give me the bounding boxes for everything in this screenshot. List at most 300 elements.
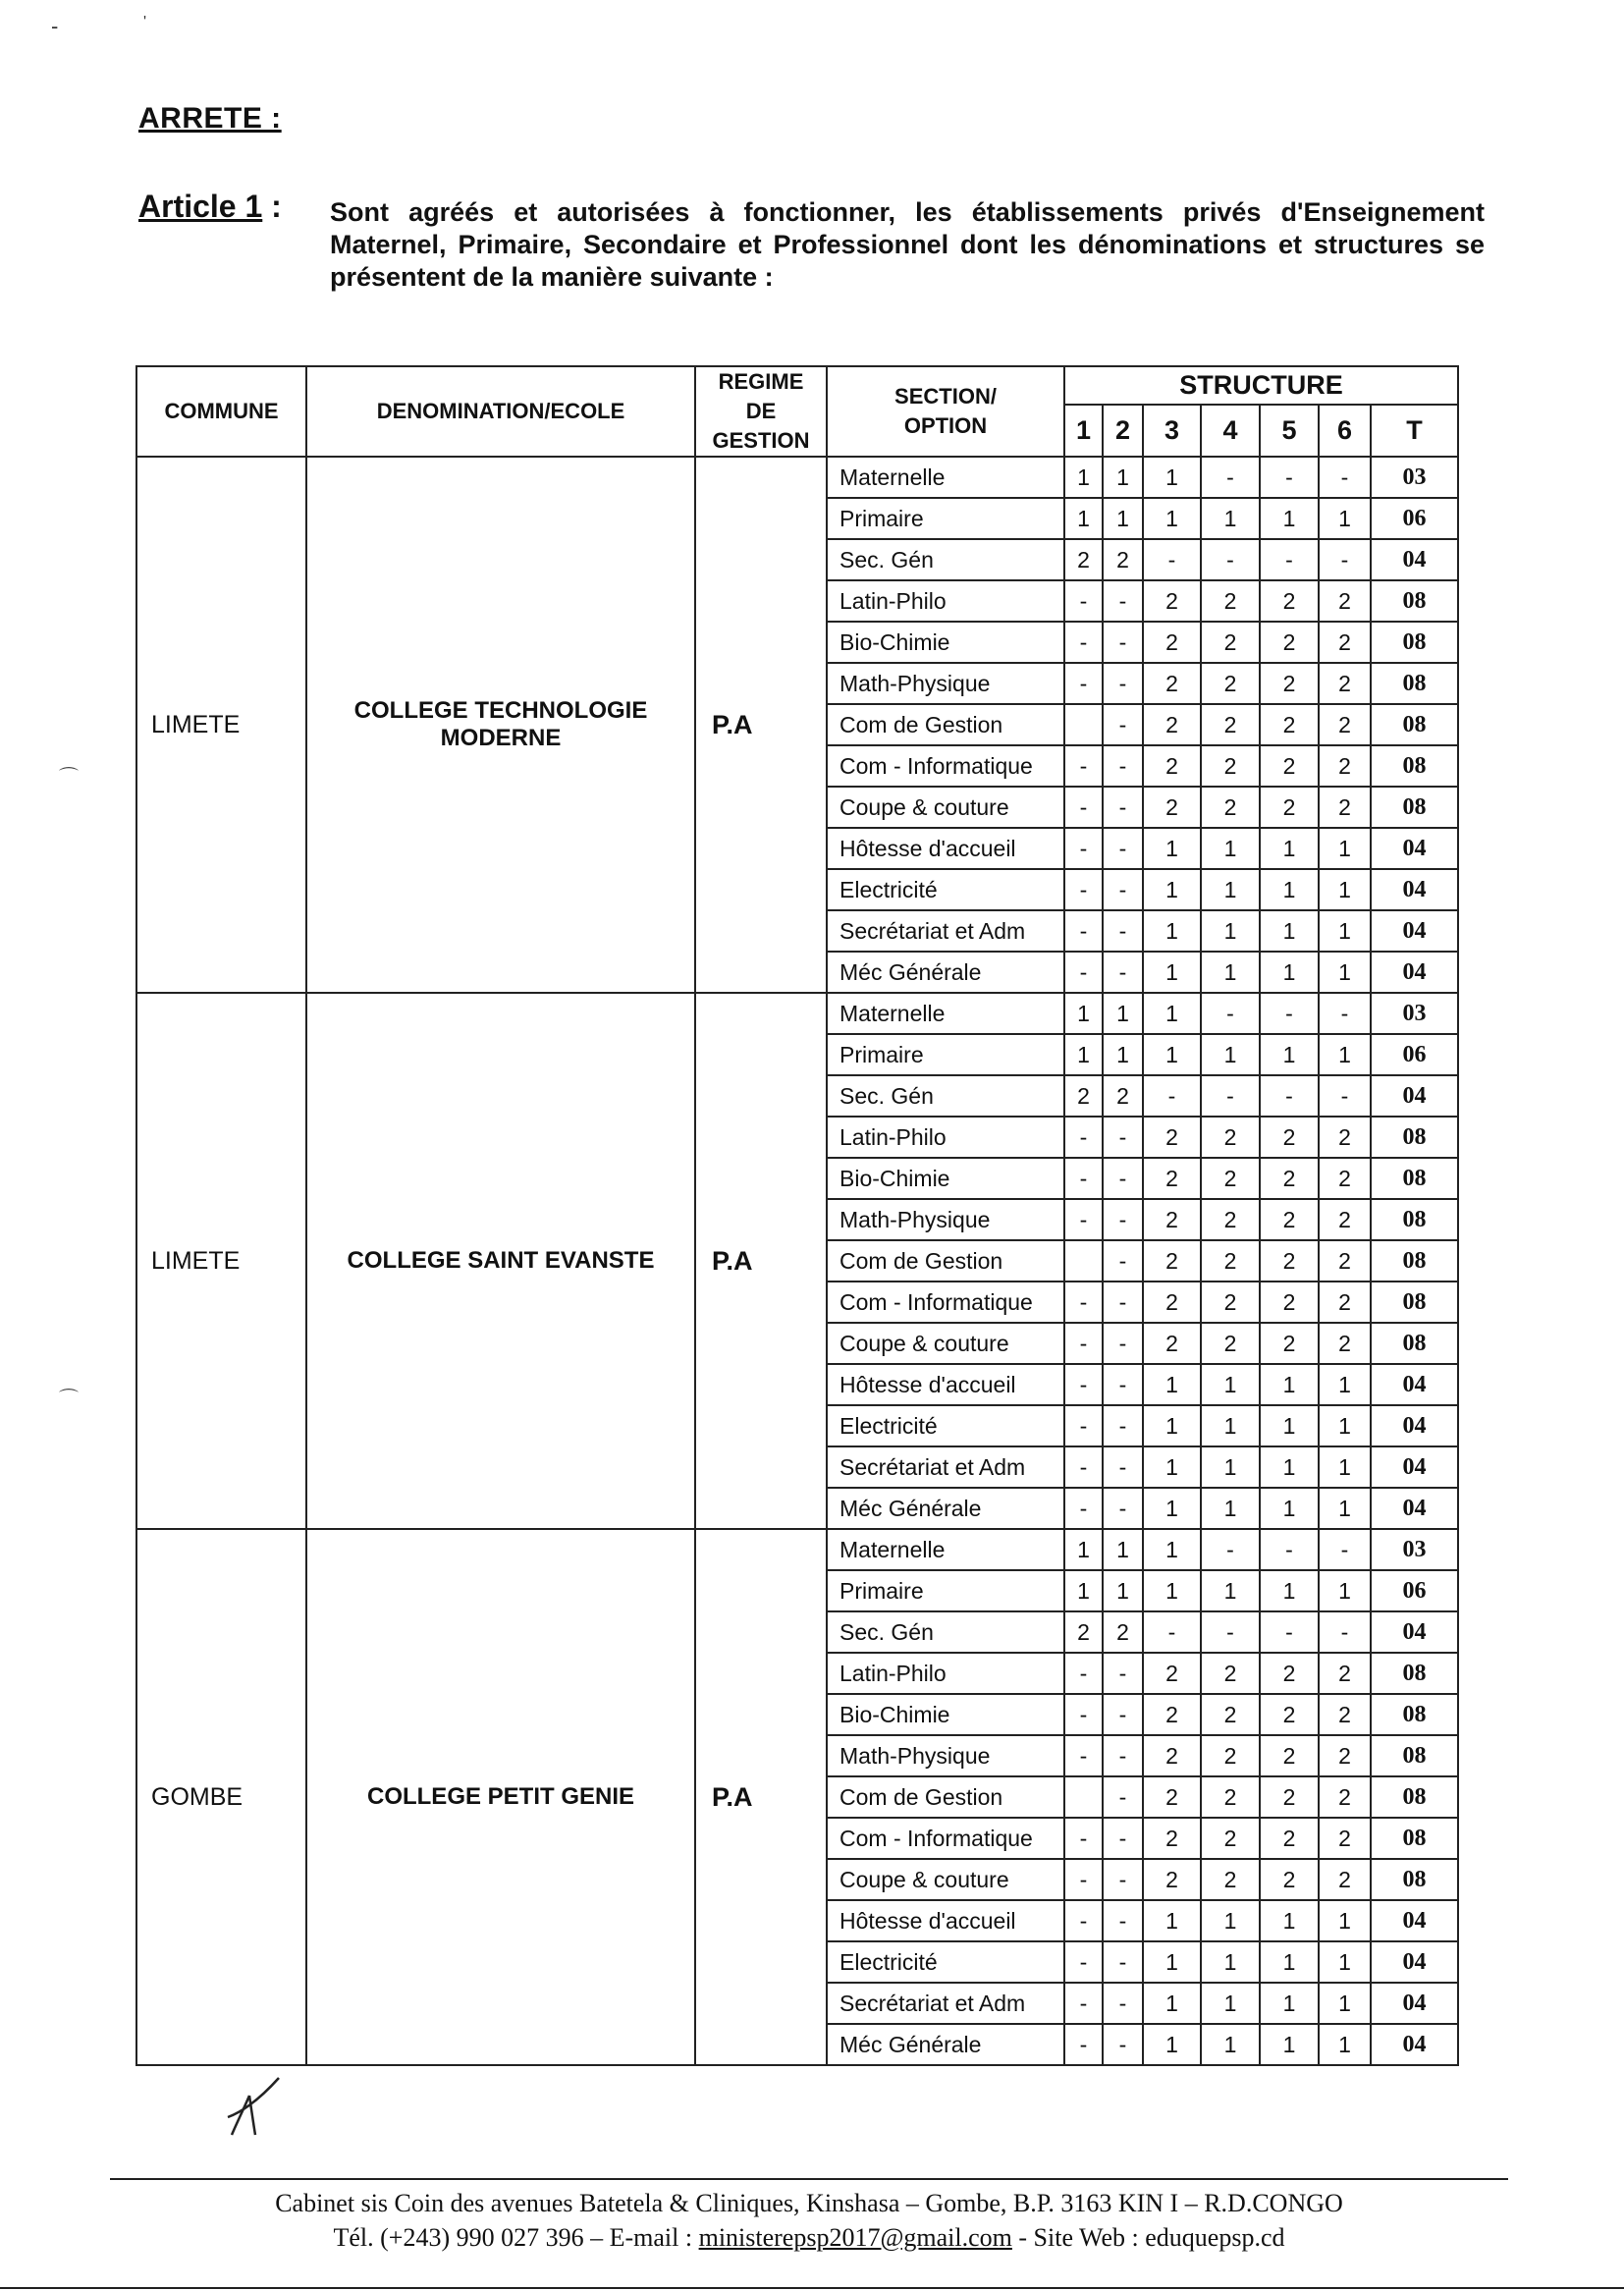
level-cell: 1 [1201, 1405, 1260, 1446]
level-cell: 1 [1319, 828, 1371, 869]
level-cell: 1 [1260, 1488, 1319, 1529]
level-cell: 2 [1319, 1735, 1371, 1776]
level-cell: 2 [1201, 1859, 1260, 1900]
option-cell: Com - Informatique [827, 1282, 1064, 1323]
option-cell: Secrétariat et Adm [827, 1446, 1064, 1488]
level-cell: 2 [1143, 1240, 1201, 1282]
header-level: 2 [1103, 405, 1143, 457]
level-cell: - [1103, 580, 1143, 622]
school-name-line: COLLEGE SAINT EVANSTE [347, 1247, 655, 1274]
level-cell: - [1260, 993, 1319, 1034]
level-cell: - [1319, 993, 1371, 1034]
option-cell: Coupe & couture [827, 1323, 1064, 1364]
footer-phone: Tél. (+243) 990 027 396 – E-mail : [333, 2223, 699, 2252]
level-cell: 1 [1143, 869, 1201, 910]
total-cell: 04 [1371, 2024, 1458, 2065]
level-cell: 2 [1260, 1818, 1319, 1859]
level-cell: 2 [1260, 1199, 1319, 1240]
option-cell: Bio-Chimie [827, 1158, 1064, 1199]
total-cell: 08 [1371, 745, 1458, 787]
level-cell: 2 [1319, 1282, 1371, 1323]
header-level: 1 [1064, 405, 1103, 457]
level-cell: - [1103, 663, 1143, 704]
total-cell: 04 [1371, 1611, 1458, 1653]
total-cell: 08 [1371, 1282, 1458, 1323]
level-cell: - [1260, 457, 1319, 498]
level-cell: 2 [1143, 1735, 1201, 1776]
level-cell: - [1064, 745, 1103, 787]
level-cell: 1 [1260, 498, 1319, 539]
level-cell: 2 [1143, 1818, 1201, 1859]
level-cell: 2 [1260, 1158, 1319, 1199]
option-cell: Math-Physique [827, 1199, 1064, 1240]
option-cell: Latin-Philo [827, 1653, 1064, 1694]
level-cell: - [1064, 1158, 1103, 1199]
level-cell: - [1064, 952, 1103, 993]
total-cell: 08 [1371, 663, 1458, 704]
total-cell: 03 [1371, 457, 1458, 498]
option-cell: Maternelle [827, 457, 1064, 498]
level-cell: 2 [1319, 1776, 1371, 1818]
level-cell: - [1103, 828, 1143, 869]
level-cell: 2 [1201, 622, 1260, 663]
level-cell: 2 [1143, 1117, 1201, 1158]
level-cell: - [1103, 1735, 1143, 1776]
option-cell: Coupe & couture [827, 787, 1064, 828]
level-cell: 2 [1103, 1611, 1143, 1653]
level-cell: - [1064, 1818, 1103, 1859]
level-cell: 2 [1319, 787, 1371, 828]
option-cell: Latin-Philo [827, 1117, 1064, 1158]
total-cell: 04 [1371, 1364, 1458, 1405]
level-cell: 2 [1319, 1117, 1371, 1158]
level-cell [1064, 1776, 1103, 1818]
total-cell: 04 [1371, 1405, 1458, 1446]
header-structure: STRUCTURE [1064, 366, 1458, 405]
level-cell: 1 [1103, 457, 1143, 498]
level-cell: 2 [1103, 539, 1143, 580]
option-cell: Hôtesse d'accueil [827, 1364, 1064, 1405]
level-cell: 1 [1064, 1529, 1103, 1570]
level-cell: - [1103, 1900, 1143, 1941]
total-cell: 08 [1371, 1158, 1458, 1199]
level-cell: - [1103, 1117, 1143, 1158]
level-cell: - [1260, 1611, 1319, 1653]
level-cell: 2 [1260, 1282, 1319, 1323]
total-cell: 08 [1371, 1735, 1458, 1776]
level-cell: 1 [1260, 828, 1319, 869]
level-cell: 2 [1143, 580, 1201, 622]
option-cell: Bio-Chimie [827, 1694, 1064, 1735]
footer [110, 2186, 1508, 2255]
level-cell: 2 [1201, 1240, 1260, 1282]
total-cell: 08 [1371, 1117, 1458, 1158]
level-cell: 1 [1260, 910, 1319, 952]
level-cell: 1 [1143, 1034, 1201, 1075]
level-cell: 2 [1319, 622, 1371, 663]
header-level: 3 [1143, 405, 1201, 457]
level-cell: 2 [1260, 1735, 1319, 1776]
level-cell [1064, 704, 1103, 745]
level-cell: - [1143, 1611, 1201, 1653]
footer-bottom-divider [0, 2287, 1624, 2289]
option-cell: Primaire [827, 1570, 1064, 1611]
level-cell: 1 [1260, 1034, 1319, 1075]
level-cell: 1 [1260, 1405, 1319, 1446]
option-cell: Electricité [827, 1941, 1064, 1983]
level-cell: - [1064, 1405, 1103, 1446]
total-cell: 04 [1371, 1488, 1458, 1529]
level-cell: 2 [1143, 1776, 1201, 1818]
level-cell: 2 [1201, 1776, 1260, 1818]
level-cell: 2 [1143, 1199, 1201, 1240]
level-cell: - [1319, 1529, 1371, 1570]
table-body [136, 457, 1458, 2065]
level-cell: 2 [1064, 1075, 1103, 1117]
regime-cell: P.A [695, 1529, 827, 2065]
school-name-cell [306, 993, 695, 1529]
level-cell: - [1103, 1158, 1143, 1199]
level-cell: 2 [1143, 787, 1201, 828]
level-cell: 2 [1201, 1323, 1260, 1364]
level-cell: - [1103, 787, 1143, 828]
option-cell: Coupe & couture [827, 1859, 1064, 1900]
total-cell: 08 [1371, 1818, 1458, 1859]
level-cell: 2 [1260, 622, 1319, 663]
level-cell: 1 [1319, 1570, 1371, 1611]
option-cell: Méc Générale [827, 2024, 1064, 2065]
level-cell: - [1103, 1282, 1143, 1323]
level-cell: 1 [1103, 1034, 1143, 1075]
total-cell: 06 [1371, 498, 1458, 539]
level-cell: 2 [1319, 1199, 1371, 1240]
level-cell: 1 [1143, 952, 1201, 993]
level-cell: 2 [1319, 1859, 1371, 1900]
level-cell: 1 [1143, 457, 1201, 498]
level-cell: 2 [1201, 1282, 1260, 1323]
level-cell: 1 [1319, 498, 1371, 539]
level-cell: - [1064, 1364, 1103, 1405]
level-cell: 1 [1260, 1446, 1319, 1488]
option-cell: Maternelle [827, 993, 1064, 1034]
level-cell: - [1064, 1653, 1103, 1694]
level-cell: 2 [1201, 745, 1260, 787]
level-cell: 2 [1260, 1859, 1319, 1900]
level-cell: - [1064, 1900, 1103, 1941]
level-cell: 1 [1103, 498, 1143, 539]
level-cell: 1 [1143, 1570, 1201, 1611]
signature-mark [224, 2074, 283, 2143]
level-cell: - [1064, 1446, 1103, 1488]
level-cell: - [1201, 993, 1260, 1034]
level-cell: - [1064, 580, 1103, 622]
total-cell: 08 [1371, 787, 1458, 828]
level-cell: 1 [1201, 910, 1260, 952]
level-cell: 2 [1319, 745, 1371, 787]
level-cell: 1 [1143, 2024, 1201, 2065]
level-cell: 1 [1143, 828, 1201, 869]
option-cell: Math-Physique [827, 1735, 1064, 1776]
level-cell: 1 [1201, 1900, 1260, 1941]
level-cell: - [1103, 952, 1143, 993]
level-cell: - [1260, 1529, 1319, 1570]
level-cell: 1 [1064, 498, 1103, 539]
level-cell: - [1064, 910, 1103, 952]
scan-mark: - [51, 14, 59, 38]
table-row [136, 1529, 1458, 1570]
level-cell: - [1103, 1199, 1143, 1240]
level-cell: 1 [1319, 2024, 1371, 2065]
level-cell: - [1201, 1075, 1260, 1117]
level-cell: - [1103, 1446, 1143, 1488]
total-cell: 08 [1371, 1240, 1458, 1282]
option-cell: Sec. Gén [827, 1611, 1064, 1653]
level-cell: - [1319, 539, 1371, 580]
level-cell: 2 [1260, 1117, 1319, 1158]
level-cell: - [1103, 910, 1143, 952]
level-cell: 1 [1260, 1570, 1319, 1611]
level-cell: 2 [1319, 580, 1371, 622]
level-cell [1064, 1240, 1103, 1282]
level-cell: 1 [1201, 1570, 1260, 1611]
option-cell: Sec. Gén [827, 539, 1064, 580]
level-cell: - [1064, 1488, 1103, 1529]
header-section [827, 366, 1064, 457]
level-cell: 1 [1201, 498, 1260, 539]
level-cell: 2 [1319, 663, 1371, 704]
total-cell: 08 [1371, 622, 1458, 663]
option-cell: Hôtesse d'accueil [827, 828, 1064, 869]
option-cell: Sec. Gén [827, 1075, 1064, 1117]
level-cell: 2 [1260, 787, 1319, 828]
option-cell: Latin-Philo [827, 580, 1064, 622]
level-cell: 1 [1103, 1570, 1143, 1611]
option-cell: Méc Générale [827, 1488, 1064, 1529]
level-cell: 1 [1201, 1034, 1260, 1075]
level-cell: - [1103, 704, 1143, 745]
level-cell: 2 [1143, 1323, 1201, 1364]
level-cell: 1 [1201, 828, 1260, 869]
level-cell: 1 [1103, 993, 1143, 1034]
article-colon: : [262, 189, 282, 224]
total-cell: 04 [1371, 1941, 1458, 1983]
level-cell: 2 [1143, 704, 1201, 745]
level-cell: - [1064, 1983, 1103, 2024]
total-cell: 08 [1371, 1776, 1458, 1818]
header-denomination: DENOMINATION/ECOLE [306, 366, 695, 457]
header-regime-line: DE [745, 399, 777, 423]
level-cell: 1 [1143, 1364, 1201, 1405]
level-cell: - [1201, 539, 1260, 580]
level-cell: 2 [1260, 580, 1319, 622]
level-cell: 1 [1064, 457, 1103, 498]
header-regime-line: GESTION [712, 428, 810, 453]
level-cell: 1 [1201, 1446, 1260, 1488]
level-cell: - [1064, 622, 1103, 663]
level-cell: 1 [1143, 1983, 1201, 2024]
level-cell: 2 [1143, 1282, 1201, 1323]
level-cell: - [1103, 622, 1143, 663]
level-cell: - [1064, 869, 1103, 910]
commune-cell: LIMETE [136, 457, 306, 993]
level-cell: 2 [1201, 1199, 1260, 1240]
level-cell: 2 [1260, 1653, 1319, 1694]
level-cell: 1 [1201, 869, 1260, 910]
level-cell: 1 [1064, 1034, 1103, 1075]
level-cell: 1 [1260, 1941, 1319, 1983]
level-cell: - [1064, 828, 1103, 869]
level-cell: 2 [1260, 745, 1319, 787]
school-name-cell [306, 1529, 695, 2065]
level-cell: 1 [1260, 869, 1319, 910]
commune-cell: GOMBE [136, 1529, 306, 2065]
level-cell: 2 [1319, 1158, 1371, 1199]
level-cell: 2 [1201, 1117, 1260, 1158]
footer-address: Cabinet sis Coin des avenues Batetela & Cliniques, Kinshasa – Gombe, B.P. 3163 KIN I – R.D.CONGO [275, 2189, 1343, 2217]
total-cell: 06 [1371, 1034, 1458, 1075]
level-cell: - [1103, 1488, 1143, 1529]
level-cell: - [1103, 2024, 1143, 2065]
level-cell: - [1103, 1694, 1143, 1735]
level-cell: 1 [1143, 1405, 1201, 1446]
total-cell: 04 [1371, 1446, 1458, 1488]
total-cell: 08 [1371, 1694, 1458, 1735]
level-cell: 1 [1260, 1364, 1319, 1405]
level-cell: 2 [1260, 1694, 1319, 1735]
level-cell: - [1064, 2024, 1103, 2065]
level-cell: 2 [1143, 745, 1201, 787]
level-cell: 1 [1260, 1900, 1319, 1941]
level-cell: 2 [1143, 1158, 1201, 1199]
level-cell: 1 [1143, 1900, 1201, 1941]
level-cell: - [1319, 1611, 1371, 1653]
level-cell: 1 [1260, 1983, 1319, 2024]
header-level: T [1371, 405, 1458, 457]
level-cell: 1 [1319, 1983, 1371, 2024]
total-cell: 04 [1371, 910, 1458, 952]
level-cell: 2 [1201, 663, 1260, 704]
option-cell: Math-Physique [827, 663, 1064, 704]
level-cell: 2 [1143, 1653, 1201, 1694]
level-cell: 1 [1143, 1446, 1201, 1488]
level-cell: - [1319, 457, 1371, 498]
scan-mark: ⌒ [59, 1389, 79, 1410]
level-cell: - [1143, 1075, 1201, 1117]
level-cell: 2 [1319, 1818, 1371, 1859]
schools-table [135, 365, 1459, 2066]
level-cell: 2 [1260, 663, 1319, 704]
total-cell: 04 [1371, 869, 1458, 910]
level-cell: 1 [1260, 952, 1319, 993]
level-cell: - [1103, 1776, 1143, 1818]
level-cell: 1 [1201, 2024, 1260, 2065]
level-cell: - [1201, 1611, 1260, 1653]
level-cell: - [1103, 1859, 1143, 1900]
total-cell: 08 [1371, 1199, 1458, 1240]
level-cell: 1 [1143, 1488, 1201, 1529]
footer-website: - Site Web : eduquepsp.cd [1011, 2223, 1285, 2252]
level-cell: - [1103, 1941, 1143, 1983]
option-cell: Bio-Chimie [827, 622, 1064, 663]
level-cell: 2 [1201, 1694, 1260, 1735]
level-cell: 2 [1319, 1240, 1371, 1282]
option-cell: Com de Gestion [827, 1776, 1064, 1818]
level-cell: - [1064, 1117, 1103, 1158]
level-cell: 2 [1143, 622, 1201, 663]
level-cell: 2 [1201, 1653, 1260, 1694]
level-cell: - [1064, 1859, 1103, 1900]
total-cell: 08 [1371, 1653, 1458, 1694]
level-cell: - [1260, 539, 1319, 580]
option-cell: Primaire [827, 498, 1064, 539]
page-heading: ARRETE : [138, 102, 282, 135]
option-cell: Com de Gestion [827, 704, 1064, 745]
level-cell: 1 [1260, 2024, 1319, 2065]
level-cell: 1 [1064, 1570, 1103, 1611]
article-number: Article 1 [138, 189, 263, 224]
level-cell: 2 [1201, 1158, 1260, 1199]
level-cell: 2 [1319, 704, 1371, 745]
level-cell: 1 [1201, 1983, 1260, 2024]
total-cell: 08 [1371, 1859, 1458, 1900]
footer-divider [110, 2178, 1508, 2180]
level-cell: 1 [1319, 1405, 1371, 1446]
school-name-line: COLLEGE PETIT GENIE [366, 1783, 635, 1810]
total-cell: 04 [1371, 828, 1458, 869]
total-cell: 08 [1371, 580, 1458, 622]
level-cell: - [1103, 1323, 1143, 1364]
level-cell: 1 [1201, 952, 1260, 993]
scan-mark: ' [143, 14, 147, 30]
level-cell: - [1143, 539, 1201, 580]
table-row [136, 993, 1458, 1034]
article-text: Sont agréés et autorisées à fonctionner, les établissements privés d'Enseignement Maternel, Primaire, Secondaire et Professionnel dont les dénominations et structures se présentent de la manière suivante : [330, 197, 1485, 292]
total-cell: 03 [1371, 1529, 1458, 1570]
header-level: 5 [1260, 405, 1319, 457]
level-cell: 2 [1260, 1240, 1319, 1282]
level-cell: 2 [1201, 787, 1260, 828]
level-cell: - [1103, 1983, 1143, 2024]
article-label [138, 189, 282, 225]
level-cell: 1 [1319, 910, 1371, 952]
level-cell: - [1319, 1075, 1371, 1117]
footer-email-link[interactable]: ministerepsp2017@gmail.com [698, 2223, 1012, 2252]
level-cell: 1 [1143, 1941, 1201, 1983]
option-cell: Méc Générale [827, 952, 1064, 993]
total-cell: 06 [1371, 1570, 1458, 1611]
level-cell: 2 [1201, 580, 1260, 622]
total-cell: 04 [1371, 952, 1458, 993]
level-cell: 2 [1319, 1653, 1371, 1694]
option-cell: Com - Informatique [827, 1818, 1064, 1859]
level-cell: 1 [1143, 498, 1201, 539]
level-cell: 1 [1201, 1941, 1260, 1983]
level-cell: 1 [1319, 1941, 1371, 1983]
level-cell: - [1064, 663, 1103, 704]
option-cell: Secrétariat et Adm [827, 1983, 1064, 2024]
level-cell: - [1103, 1405, 1143, 1446]
regime-cell: P.A [695, 993, 827, 1529]
level-cell: 1 [1143, 993, 1201, 1034]
level-cell: 1 [1201, 1364, 1260, 1405]
option-cell: Com - Informatique [827, 745, 1064, 787]
footer-contact [110, 2220, 1508, 2255]
school-name-line: MODERNE [440, 725, 562, 751]
level-cell: 1 [1319, 869, 1371, 910]
option-cell: Primaire [827, 1034, 1064, 1075]
level-cell: 2 [1143, 1694, 1201, 1735]
level-cell: 1 [1103, 1529, 1143, 1570]
